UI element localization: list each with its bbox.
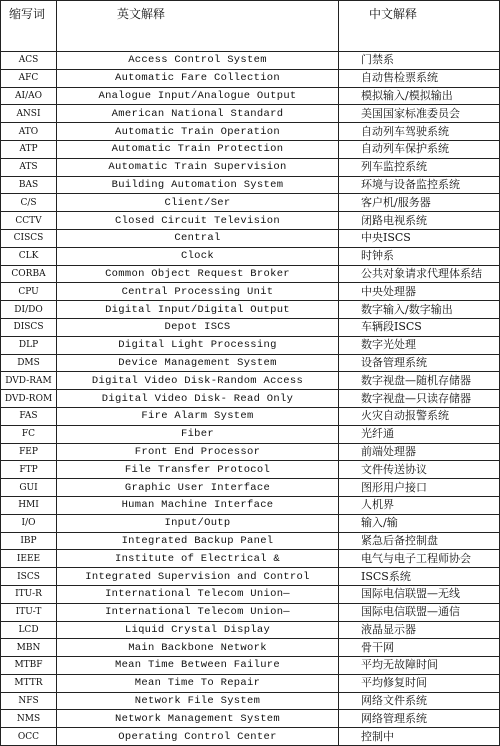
english-cell: Digital Video Disk- Read Only xyxy=(57,390,339,408)
english-cell: Client/Ser xyxy=(57,194,339,212)
english-cell: Digital Input/Digital Output xyxy=(57,301,339,319)
english-cell: Automatic Train Supervision xyxy=(57,158,339,176)
chinese-cell: 中央处理器 xyxy=(339,283,500,301)
english-cell: Input/Outp xyxy=(57,514,339,532)
table-row xyxy=(1,639,500,657)
table-row xyxy=(1,710,500,728)
english-cell: American National Standard xyxy=(57,105,339,123)
table-row xyxy=(1,52,500,70)
abbr-cell: IEEE xyxy=(1,550,57,568)
table-row xyxy=(1,318,500,336)
english-cell: Main Backbone Network xyxy=(57,639,339,657)
abbr-cell: FEP xyxy=(1,443,57,461)
table-row xyxy=(1,496,500,514)
table-row xyxy=(1,674,500,692)
chinese-cell: 国际电信联盟—通信 xyxy=(339,603,500,621)
english-cell: Front End Processor xyxy=(57,443,339,461)
abbr-cell: ITU-R xyxy=(1,585,57,603)
english-cell: Institute of Electrical & xyxy=(57,550,339,568)
header-english: 英文解释 xyxy=(57,1,339,52)
table-row xyxy=(1,657,500,675)
english-cell: Fire Alarm System xyxy=(57,407,339,425)
table-row xyxy=(1,407,500,425)
table-row xyxy=(1,514,500,532)
table-row xyxy=(1,265,500,283)
chinese-cell: 骨干网 xyxy=(339,639,500,657)
abbr-cell: FTP xyxy=(1,461,57,479)
chinese-cell: 车辆段ISCS xyxy=(339,318,500,336)
abbr-cell: DMS xyxy=(1,354,57,372)
table-row xyxy=(1,603,500,621)
chinese-cell: 网络文件系统 xyxy=(339,692,500,710)
chinese-cell: 闭路电视系统 xyxy=(339,212,500,230)
english-cell: Automatic Fare Collection xyxy=(57,69,339,87)
abbr-cell: ATP xyxy=(1,140,57,158)
english-cell: Digital Light Processing xyxy=(57,336,339,354)
english-cell: Fiber xyxy=(57,425,339,443)
header-chinese: 中文解释 xyxy=(339,1,500,52)
chinese-cell: 数字输入/数字输出 xyxy=(339,301,500,319)
abbr-cell: BAS xyxy=(1,176,57,194)
english-cell: Closed Circuit Television xyxy=(57,212,339,230)
chinese-cell: 门禁系 xyxy=(339,52,500,70)
abbr-cell: CCTV xyxy=(1,212,57,230)
abbr-cell: DLP xyxy=(1,336,57,354)
table-row xyxy=(1,479,500,497)
table-row xyxy=(1,336,500,354)
table-row xyxy=(1,140,500,158)
chinese-cell: 图形用户接口 xyxy=(339,479,500,497)
abbr-cell: DISCS xyxy=(1,318,57,336)
abbr-cell: AFC xyxy=(1,69,57,87)
english-cell: Device Management System xyxy=(57,354,339,372)
abbr-cell: C/S xyxy=(1,194,57,212)
abbr-cell: OCC xyxy=(1,728,57,746)
chinese-cell: 光纤通 xyxy=(339,425,500,443)
chinese-cell: 人机界 xyxy=(339,496,500,514)
english-cell: Network File System xyxy=(57,692,339,710)
table-row xyxy=(1,390,500,408)
english-cell: Access Control System xyxy=(57,52,339,70)
chinese-cell: 紧急后备控制盘 xyxy=(339,532,500,550)
english-cell: Graphic User Interface xyxy=(57,479,339,497)
chinese-cell: 电气与电子工程师协会 xyxy=(339,550,500,568)
abbr-cell: LCD xyxy=(1,621,57,639)
english-cell: Automatic Train Operation xyxy=(57,123,339,141)
table-row xyxy=(1,123,500,141)
abbr-cell: CISCS xyxy=(1,229,57,247)
abbr-cell: ITU-T xyxy=(1,603,57,621)
table-row xyxy=(1,692,500,710)
abbr-cell: ATO xyxy=(1,123,57,141)
chinese-cell: 中央ISCS xyxy=(339,229,500,247)
table-row xyxy=(1,443,500,461)
table-row xyxy=(1,568,500,586)
chinese-cell: 网络管理系统 xyxy=(339,710,500,728)
english-cell: File Transfer Protocol xyxy=(57,461,339,479)
chinese-cell: 数字视盘—随机存储器 xyxy=(339,372,500,390)
table-row xyxy=(1,585,500,603)
chinese-cell: 数字视盘—只读存储器 xyxy=(339,390,500,408)
table-row xyxy=(1,229,500,247)
chinese-cell: 数字光处理 xyxy=(339,336,500,354)
english-cell: Common Object Request Broker xyxy=(57,265,339,283)
abbr-cell: DI/DO xyxy=(1,301,57,319)
english-cell: Central xyxy=(57,229,339,247)
chinese-cell: 客户机/服务器 xyxy=(339,194,500,212)
header-abbr: 缩写词 xyxy=(1,1,57,52)
table-header-row xyxy=(1,1,500,52)
english-cell: Liquid Crystal Display xyxy=(57,621,339,639)
english-cell: Mean Time Between Failure xyxy=(57,657,339,675)
table-row xyxy=(1,69,500,87)
table-row xyxy=(1,550,500,568)
abbr-cell: IBP xyxy=(1,532,57,550)
english-cell: International Telecom Union— xyxy=(57,585,339,603)
chinese-cell: 公共对象请求代理体系结 xyxy=(339,265,500,283)
chinese-cell: 时钟系 xyxy=(339,247,500,265)
english-cell: Integrated Supervision and Control xyxy=(57,568,339,586)
chinese-cell: 控制中 xyxy=(339,728,500,746)
abbr-cell: CORBA xyxy=(1,265,57,283)
abbr-cell: ISCS xyxy=(1,568,57,586)
english-cell: Mean Time To Repair xyxy=(57,674,339,692)
english-cell: Network Management System xyxy=(57,710,339,728)
english-cell: Integrated Backup Panel xyxy=(57,532,339,550)
chinese-cell: 自动列车保护系统 xyxy=(339,140,500,158)
english-cell: Digital Video Disk-Random Access xyxy=(57,372,339,390)
table-row xyxy=(1,461,500,479)
chinese-cell: 前端处理器 xyxy=(339,443,500,461)
chinese-cell: ISCS系统 xyxy=(339,568,500,586)
abbr-cell: CLK xyxy=(1,247,57,265)
english-cell: Clock xyxy=(57,247,339,265)
table-row xyxy=(1,87,500,105)
chinese-cell: 模拟输入/模拟输出 xyxy=(339,87,500,105)
table-body xyxy=(1,52,500,746)
chinese-cell: 输入/输 xyxy=(339,514,500,532)
chinese-cell: 设备管理系统 xyxy=(339,354,500,372)
abbr-cell: ACS xyxy=(1,52,57,70)
chinese-cell: 美国国家标准委员会 xyxy=(339,105,500,123)
abbr-cell: MTBF xyxy=(1,657,57,675)
chinese-cell: 自动列车驾驶系统 xyxy=(339,123,500,141)
english-cell: Building Automation System xyxy=(57,176,339,194)
abbr-cell: CPU xyxy=(1,283,57,301)
english-cell: Central Processing Unit xyxy=(57,283,339,301)
chinese-cell: 列车监控系统 xyxy=(339,158,500,176)
english-cell: Depot ISCS xyxy=(57,318,339,336)
english-cell: International Telecom Union— xyxy=(57,603,339,621)
chinese-cell: 平均修复时间 xyxy=(339,674,500,692)
chinese-cell: 文件传送协议 xyxy=(339,461,500,479)
chinese-cell: 火灾自动报警系统 xyxy=(339,407,500,425)
chinese-cell: 国际电信联盟—无线 xyxy=(339,585,500,603)
abbr-cell: FC xyxy=(1,425,57,443)
table-row xyxy=(1,283,500,301)
abbr-cell: MBN xyxy=(1,639,57,657)
table-row xyxy=(1,621,500,639)
abbr-cell: MTTR xyxy=(1,674,57,692)
english-cell: Automatic Train Protection xyxy=(57,140,339,158)
chinese-cell: 平均无故障时间 xyxy=(339,657,500,675)
english-cell: Operating Control Center xyxy=(57,728,339,746)
table-row xyxy=(1,372,500,390)
table-row xyxy=(1,158,500,176)
abbr-cell: NFS xyxy=(1,692,57,710)
chinese-cell: 自动售检票系统 xyxy=(339,69,500,87)
abbr-cell: GUI xyxy=(1,479,57,497)
table-row xyxy=(1,532,500,550)
abbr-cell: FAS xyxy=(1,407,57,425)
table-row xyxy=(1,194,500,212)
english-cell: Human Machine Interface xyxy=(57,496,339,514)
table-row xyxy=(1,247,500,265)
abbr-cell: DVD-ROM xyxy=(1,390,57,408)
chinese-cell: 环境与设备监控系统 xyxy=(339,176,500,194)
chinese-cell: 液晶显示器 xyxy=(339,621,500,639)
abbr-cell: I/O xyxy=(1,514,57,532)
table-row xyxy=(1,728,500,746)
table-row xyxy=(1,354,500,372)
table-row xyxy=(1,212,500,230)
abbr-cell: AI/AO xyxy=(1,87,57,105)
abbr-cell: DVD-RAM xyxy=(1,372,57,390)
english-cell: Analogue Input/Analogue Output xyxy=(57,87,339,105)
abbr-cell: NMS xyxy=(1,710,57,728)
table-row xyxy=(1,105,500,123)
abbr-cell: ANSI xyxy=(1,105,57,123)
table-row xyxy=(1,301,500,319)
table-row xyxy=(1,176,500,194)
table-row xyxy=(1,425,500,443)
abbr-cell: ATS xyxy=(1,158,57,176)
abbr-cell: HMI xyxy=(1,496,57,514)
